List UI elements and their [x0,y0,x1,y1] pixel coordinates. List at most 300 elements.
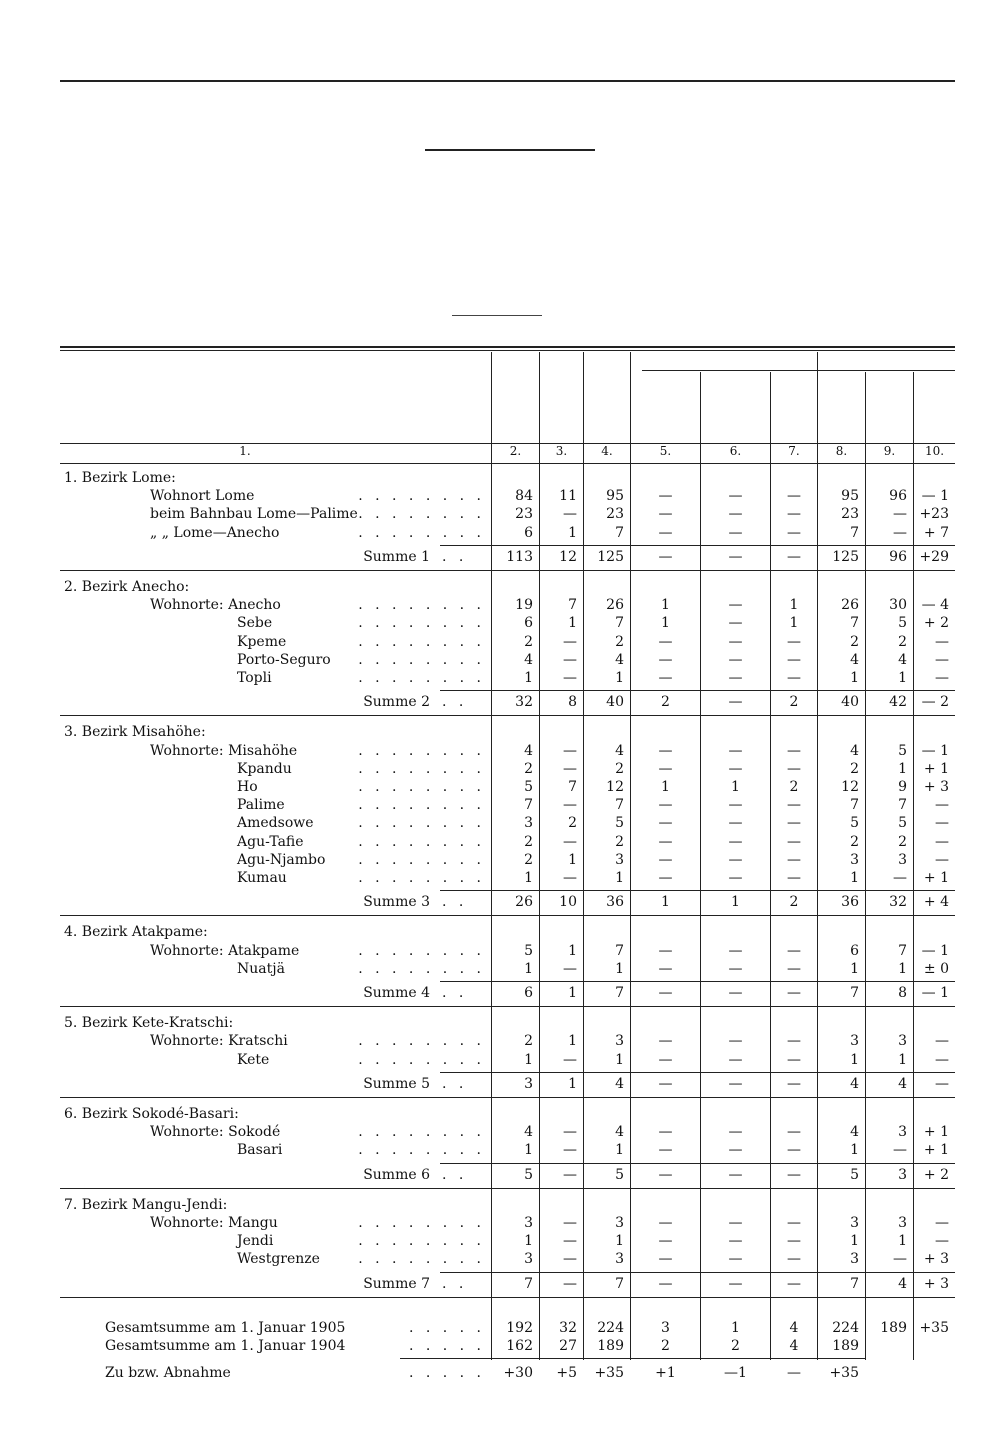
table-cell: — [787,1275,801,1292]
table-cell: — [935,1033,949,1050]
table-cell: 7 [898,797,907,814]
table-cell: 3 [615,1033,624,1050]
table-cell: — [658,524,673,541]
table-cell: 1 [568,851,577,868]
table-cell: — [728,1033,743,1050]
row-label: Nuatjä [237,960,285,977]
row-label: Palime [237,797,285,814]
table-cell: 5 [850,815,859,832]
leader-dots: . . . . . . . . [358,1033,485,1050]
row-label: beim Bahnbau Lome—Palime [150,506,358,523]
table-cell: — [658,506,673,523]
group-separator [60,1188,955,1189]
table-cell: 1 [850,870,859,886]
table-cell: 4 [524,651,533,668]
sum-rule [440,1272,955,1273]
table-cell: — [935,1051,949,1068]
table-cell: 1 [524,1051,533,1068]
table-cell: +5 [556,1364,577,1381]
table-cell: +23 [919,506,949,523]
table-cell: — [658,633,673,650]
row-label: 7. Bezirk Mangu-Jendi: [64,1196,228,1213]
table-cell: 5 [898,615,907,632]
table-cell: +29 [919,548,949,565]
table-cell: 7 [568,779,577,795]
table-cell: 3 [524,1251,533,1268]
leader-dots: . . . . . . . . [358,760,485,777]
table-cell: 23 [606,506,624,523]
table-cell: 42 [889,694,907,711]
table-cell: 3 [898,1033,907,1050]
table-cell: + 4 [923,894,949,911]
column-number: 9. [883,444,896,458]
leader-dots: . . . . . . . . [358,742,485,759]
table-cell: — [658,985,673,1001]
leader-dots: . . [442,1166,468,1183]
table-cell: 189 [597,1338,624,1355]
table-cell: 192 [506,1319,533,1336]
table-cell: 1 [789,615,799,632]
table-cell: — [658,1051,673,1068]
table-cell: 2 [568,815,577,832]
leader-dots: . . . . . . . . [358,851,485,868]
leader-dots: . . [442,894,468,911]
table-cell: 1 [850,1233,859,1250]
leader-dots: . . . . . . . . [358,1251,485,1268]
table-cell: 2 [789,694,799,711]
table-cell: 1 [568,985,577,1001]
table-cell: 8 [898,985,907,1001]
table-cell: — [787,985,801,1001]
row-label: Wohnort Lome [150,488,255,505]
table-cell: + 1 [923,1142,949,1159]
leader-dots: . . . . . . . . [358,1051,485,1068]
total-label: Gesamtsumme am 1. Januar 1905 [105,1319,346,1336]
table-cell: 1 [898,760,907,777]
table-cell: — [787,488,801,505]
table-cell: — 1 [921,488,949,505]
table-cell: 10 [559,894,577,911]
table-cell: — [787,1251,801,1268]
table-cell: 5 [524,779,533,795]
table-cell: — [563,1124,577,1141]
table-cell: — [563,960,577,977]
table-cell: 3 [850,851,859,868]
table-top-rule-2 [60,350,955,351]
table-cell: 2 [850,760,859,777]
table-cell: 2 [898,833,907,850]
table-cell: — [728,1124,743,1141]
table-cell: 12 [559,548,577,565]
table-cell: — 4 [921,597,949,614]
table-cell: — [728,1251,743,1268]
table-cell: — [728,506,743,523]
leader-dots: . . . . . . . . [358,833,485,850]
leader-dots: . . . . . . . . [358,960,485,977]
table-cell: 7 [615,985,624,1001]
table-cell: 2 [731,1338,740,1355]
table-cell: 9 [898,779,907,795]
sum-rule [440,545,955,546]
table-cell: 1 [615,1142,624,1159]
table-cell: 6 [524,985,533,1001]
table-cell: 4 [615,651,624,668]
group-separator [60,1297,955,1298]
table-cell: 12 [606,779,624,795]
table-cell: — [658,651,673,668]
table-cell: — [935,1215,949,1231]
row-label: Kpeme [237,633,287,650]
column-number: 4. [601,444,613,458]
table-cell: — [563,797,577,814]
table-cell: 1 [661,894,670,911]
row-label: Sebe [237,615,273,632]
table-cell: 1 [661,597,670,614]
table-cell: 7 [615,615,624,632]
table-cell: — [563,1051,577,1068]
table-cell: 23 [515,506,533,523]
table-cell: — [728,615,743,632]
table-cell: — [893,524,907,541]
table-cell: 95 [841,488,859,505]
table-cell: + 1 [923,1124,949,1141]
table-cell: — [658,548,673,565]
anlage-rule [425,149,595,151]
table-cell: 1 [850,1051,859,1068]
table-cell: 3 [850,1215,859,1231]
table-cell: — [728,488,743,505]
leader-dots: . . . . . . . . [358,488,485,505]
table-cell: 4 [615,742,624,759]
table-cell: — [787,548,801,565]
table-cell: 96 [889,488,907,505]
table-cell: 3 [615,1215,624,1231]
table-cell: — [787,524,801,541]
table-cell: 11 [559,488,577,505]
table-cell: 2 [524,833,533,850]
table-cell: — 2 [921,694,949,711]
table-cell: 7 [615,797,624,814]
table-cell: 5 [850,1166,859,1183]
table-cell: — [563,1233,577,1250]
table-cell: — [563,833,577,850]
row-label: Kete [237,1051,270,1068]
table-cell: — [658,797,673,814]
table-cell: 1 [850,1142,859,1159]
row-label: Summe 6 [363,1166,430,1183]
table-cell: + 1 [923,870,949,886]
table-cell: — [728,1166,743,1183]
table-cell: 1 [898,1051,907,1068]
table-cell: — [658,851,673,868]
table-cell: 2 [524,633,533,650]
row-label: Amedsowe [237,815,314,832]
table-cell: 3 [898,1124,907,1141]
leader-dots: . . [442,1075,468,1092]
table-cell: — [728,1051,743,1068]
sum-rule [440,890,955,891]
table-cell: 3 [661,1319,670,1336]
table-cell: 26 [841,597,859,614]
row-label: Wohnorte: Anecho [150,597,281,614]
table-cell: — [728,548,743,565]
table-cell: 1 [615,960,624,977]
table-cell: 2 [615,633,624,650]
table-cell: — [893,506,907,523]
table-cell: — [728,851,743,868]
table-cell: 2 [850,633,859,650]
table-cell: — [658,742,673,759]
table-cell: — [728,833,743,850]
table-cell: 3 [524,1215,533,1231]
leader-dots: . . . . . . . . [358,633,485,650]
table-cell: ± 0 [923,960,949,977]
table-cell: — [728,760,743,777]
table-cell: — [728,1275,743,1292]
table-cell: 189 [832,1338,859,1355]
table-top-rule [60,346,955,348]
table-cell: 7 [850,524,859,541]
column-number: 8. [835,444,848,458]
group-line [630,352,631,372]
table-cell: 3 [898,1166,907,1183]
group-separator [60,715,955,716]
leader-dots: . . . . . . . . [358,670,485,686]
row-label: 6. Bezirk Sokodé-Basari: [64,1106,239,1122]
leader-dots: . . . . . . . . [358,942,485,959]
table-cell: 5 [898,815,907,832]
table-cell: 32 [559,1319,577,1336]
table-cell: 1 [731,894,740,911]
table-cell: — [728,797,743,814]
table-cell: 3 [898,1215,907,1231]
table-cell: 96 [889,548,907,565]
table-cell: 7 [568,597,577,614]
table-cell: 4 [850,651,859,668]
footer-credit [947,1415,956,1427]
row-label: Westgrenze [237,1251,320,1268]
table-cell: — [728,1075,743,1092]
table-cell: — [728,985,743,1001]
table-cell: 2 [789,779,799,795]
row-label: Summe 1 [363,548,430,565]
row-label: Wohnorte: Misahöhe [150,742,298,759]
table-cell: 2 [850,833,859,850]
table-cell: 162 [506,1338,533,1355]
row-label: Wohnorte: Atakpame [150,942,300,959]
table-cell: — [563,760,577,777]
table-cell: 1 [524,670,533,686]
table-cell: 1 [615,1051,624,1068]
table-cell: 7 [850,1275,859,1292]
leader-dots: . . . . . . . . [358,651,485,668]
table-cell: 1 [615,870,624,886]
column-number: 10. [924,444,945,458]
leader-dots: . . . . . . . . [358,615,485,632]
table-cell: 3 [615,851,624,868]
table-cell: 23 [841,506,859,523]
leader-dots: . . . . . . . . [358,524,485,541]
table-cell: — [658,1142,673,1159]
table-cell: + 3 [923,1275,949,1292]
row-label: Wohnorte: Mangu [150,1215,278,1231]
table-cell: — [935,833,949,850]
table-cell: 1 [568,1033,577,1050]
table-cell: — [787,506,801,523]
table-cell: 7 [850,797,859,814]
table-cell: — [935,670,949,686]
page-header [60,56,925,77]
leader-dots: . . . . . . . . [358,815,485,832]
leader-dots: . . . . . . . . [358,506,485,523]
table-cell: 2 [615,833,624,850]
table-cell: — [563,1215,577,1231]
sum-rule [440,690,955,691]
table-cell: 3 [850,1251,859,1268]
table-cell: 5 [898,742,907,759]
table-cell: — [658,833,673,850]
row-label: Agu-Njambo [237,851,326,868]
sum-rule [440,1163,955,1164]
table-cell: 4 [898,651,907,668]
table-cell: — [658,815,673,832]
table-cell: — [728,597,743,614]
table-cell: — [658,1075,673,1092]
table-cell: 4 [850,1124,859,1141]
table-cell: 12 [841,779,859,795]
table-cell: 1 [524,1142,533,1159]
table-cell: 7 [850,615,859,632]
table-cell: 2 [898,633,907,650]
table-cell: — [658,1166,673,1183]
table-cell: + 2 [923,1166,949,1183]
table-cell: 4 [615,1124,624,1141]
table-cell: 1 [568,524,577,541]
table-cell: — [563,633,577,650]
table-cell: — [728,1215,743,1231]
row-label: Porto-Seguro [237,651,331,668]
table-cell: 36 [606,894,624,911]
table-cell: — [563,1166,577,1183]
table-cell: 1 [524,1233,533,1250]
table-cell: + 1 [923,760,949,777]
table-cell: 5 [524,942,533,959]
row-label: Summe 4 [363,985,430,1001]
leader-dots: . . . . . . . . [358,1124,485,1141]
row-label: Basari [237,1142,283,1159]
row-label: 4. Bezirk Atakpame: [64,924,208,941]
table-cell: —1 [724,1364,747,1381]
leader-dots: . . . . . . . . [358,1142,485,1159]
table-cell: 36 [841,894,859,911]
table-cell: 113 [506,548,533,565]
table-cell: — [787,1075,801,1092]
table-cell: — [787,815,801,832]
table-cell: 4 [524,742,533,759]
table-cell: 3 [524,815,533,832]
table-cell: — [787,1166,801,1183]
table-cell: — [787,651,801,668]
table-cell: 2 [615,760,624,777]
table-cell: — [787,1364,801,1381]
row-label: Ho [237,779,258,795]
row-label: 1. Bezirk Lome: [64,470,176,486]
table-cell: 4 [898,1275,907,1292]
table-cell: +30 [503,1364,533,1381]
table-cell: — [658,1233,673,1250]
table-cell: 1 [568,615,577,632]
table-cell: 3 [524,1075,533,1092]
table-cell: — [787,1033,801,1050]
table-cell: — [728,870,743,886]
header-rule [60,80,955,82]
table-cell: — [728,1233,743,1250]
table-cell: — [563,670,577,686]
table-cell: 224 [597,1319,624,1336]
row-label: Summe 5 [363,1075,430,1092]
table-cell: 1 [615,1233,624,1250]
group-total-rule [818,370,955,371]
group-line [817,352,818,372]
table-cell: + 2 [923,615,949,632]
table-cell: 1 [524,960,533,977]
table-cell: +35 [594,1364,624,1381]
table-cell: 1 [661,779,670,795]
leader-dots: . . . . . . . . [358,1215,485,1231]
table-cell: — [658,1124,673,1141]
leader-dots: . . [442,694,468,711]
table-cell: 4 [898,1075,907,1092]
table-cell: — [935,1075,949,1092]
table-cell: 2 [661,1338,670,1355]
table-cell: 125 [597,548,624,565]
leader-dots: . . . . . [408,1364,485,1381]
table-cell: 40 [606,694,624,711]
table-cell: 3 [850,1033,859,1050]
table-cell: 2 [524,851,533,868]
table-cell: 6 [524,615,533,632]
table-cell: — [658,942,673,959]
table-cell: 40 [841,694,859,711]
table-cell: — [728,742,743,759]
table-cell: 189 [880,1319,907,1336]
group-separator [60,1097,955,1098]
table-cell: 7 [850,985,859,1001]
table-cell: — [728,524,743,541]
row-label: Jendi [237,1233,274,1250]
table-cell: + 3 [923,779,949,795]
table-cell: — [787,742,801,759]
table-cell: — [563,651,577,668]
table-cell: 224 [832,1319,859,1336]
table-cell: 2 [661,694,670,711]
leader-dots: . . . . . [408,1338,485,1355]
table-cell: + 7 [923,524,949,541]
total-label: Zu bzw. Abnahme [105,1364,231,1381]
table-cell: 4 [789,1319,799,1336]
table-cell: +35 [919,1319,949,1336]
table-cell: 27 [559,1338,577,1355]
table-cell: 5 [524,1166,533,1183]
table-cell: 2 [524,1033,533,1050]
row-label: Wohnorte: Sokodé [150,1124,281,1141]
table-cell: 7 [898,942,907,959]
table-cell: — [787,1142,801,1159]
colno-divider [60,463,955,464]
table-cell: — [563,1251,577,1268]
leader-dots: . . . . . [408,1319,485,1336]
table-cell: — [893,870,907,886]
